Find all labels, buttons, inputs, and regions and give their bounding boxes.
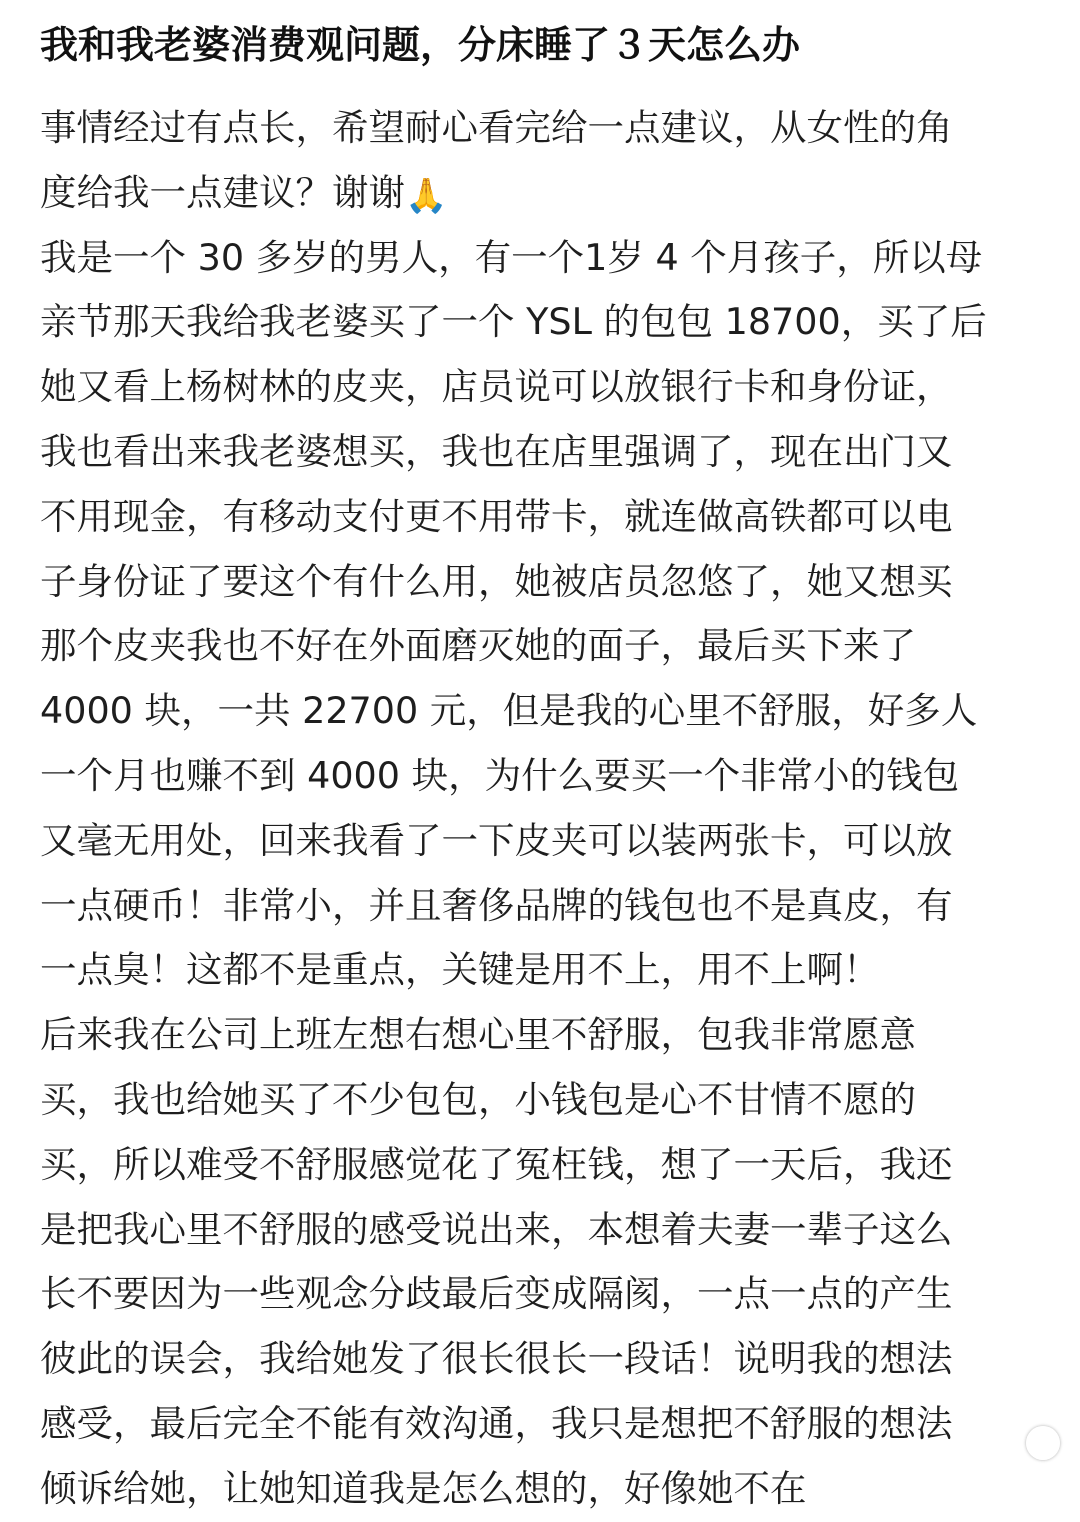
body-line: 买，所以难受不舒服感觉花了冤枉钱，想了一天后，我还 [40, 1142, 953, 1186]
body-line: 亲节那天我给我老婆买了一个 YSL 的包包 18700，买了后 [40, 300, 987, 344]
body-line: 彼此的误会，我给她发了很长很长一段话！说明我的想法 [40, 1337, 953, 1381]
praying-hands-icon: 🙏 [405, 175, 448, 216]
body-line: 买，我也给她买了不少包包，小钱包是心不甘情不愿的 [40, 1077, 916, 1121]
body-line: 感受，最后完全不能有效沟通，我只是想把不舒服的想法 [40, 1401, 953, 1445]
weibo-watermark [1026, 1426, 1060, 1460]
body-line: 我也看出来我老婆想买，我也在店里强调了，现在出门又 [40, 429, 953, 473]
body-line: 一点臭！这都不是重点，关键是用不上，用不上啊！ [40, 948, 880, 992]
body-line: 她又看上杨树林的皮夹，店员说可以放银行卡和身份证， [40, 365, 953, 409]
body-line: 后来我在公司上班左想右想心里不舒服，包我非常愿意 [40, 1013, 916, 1057]
body-line-with-emoji [40, 161, 1040, 226]
body-line: 子身份证了要这个有什么用，她被店员忽悠了，她又想买 [40, 559, 953, 603]
post-title: 我和我老婆消费观问题，分床睡了３天怎么办 [40, 23, 801, 67]
body-line: 倾诉给她，让她知道我是怎么想的，好像她不在 [40, 1466, 807, 1510]
body-line: 4000 块，一共 22700 元，但是我的心里不舒服，好多人 [40, 689, 978, 733]
body-line: 一点硬币！非常小，并且奢侈品牌的钱包也不是真皮，有 [40, 883, 953, 927]
body-line-text: 度给我一点建议？谢谢 [40, 170, 405, 214]
body-line: 事情经过有点长，希望耐心看完给一点建议，从女性的角 [40, 106, 953, 149]
body-line: 一个月也赚不到 4000 块，为什么要买一个非常小的钱包 [40, 753, 960, 797]
body-line: 是把我心里不舒服的感受说出来，本想着夫妻一辈子这么 [40, 1207, 953, 1251]
body-line: 那个皮夹我也不好在外面磨灭她的面子，最后买下来了 [40, 624, 916, 668]
body-line: 又毫无用处，回来我看了一下皮夹可以装两张卡，可以放 [40, 818, 953, 862]
weibo-logo-icon [1026, 1426, 1060, 1460]
body-line: 长不要因为一些观念分歧最后变成隔阂，一点一点的产生 [40, 1272, 953, 1316]
body-line: 我是一个 30 多岁的男人，有一个1岁 4 个月孩子，所以母 [40, 235, 983, 279]
post-body [40, 96, 1040, 1522]
body-line: 不用现金，有移动支付更不用带卡，就连做高铁都可以电 [40, 494, 953, 538]
